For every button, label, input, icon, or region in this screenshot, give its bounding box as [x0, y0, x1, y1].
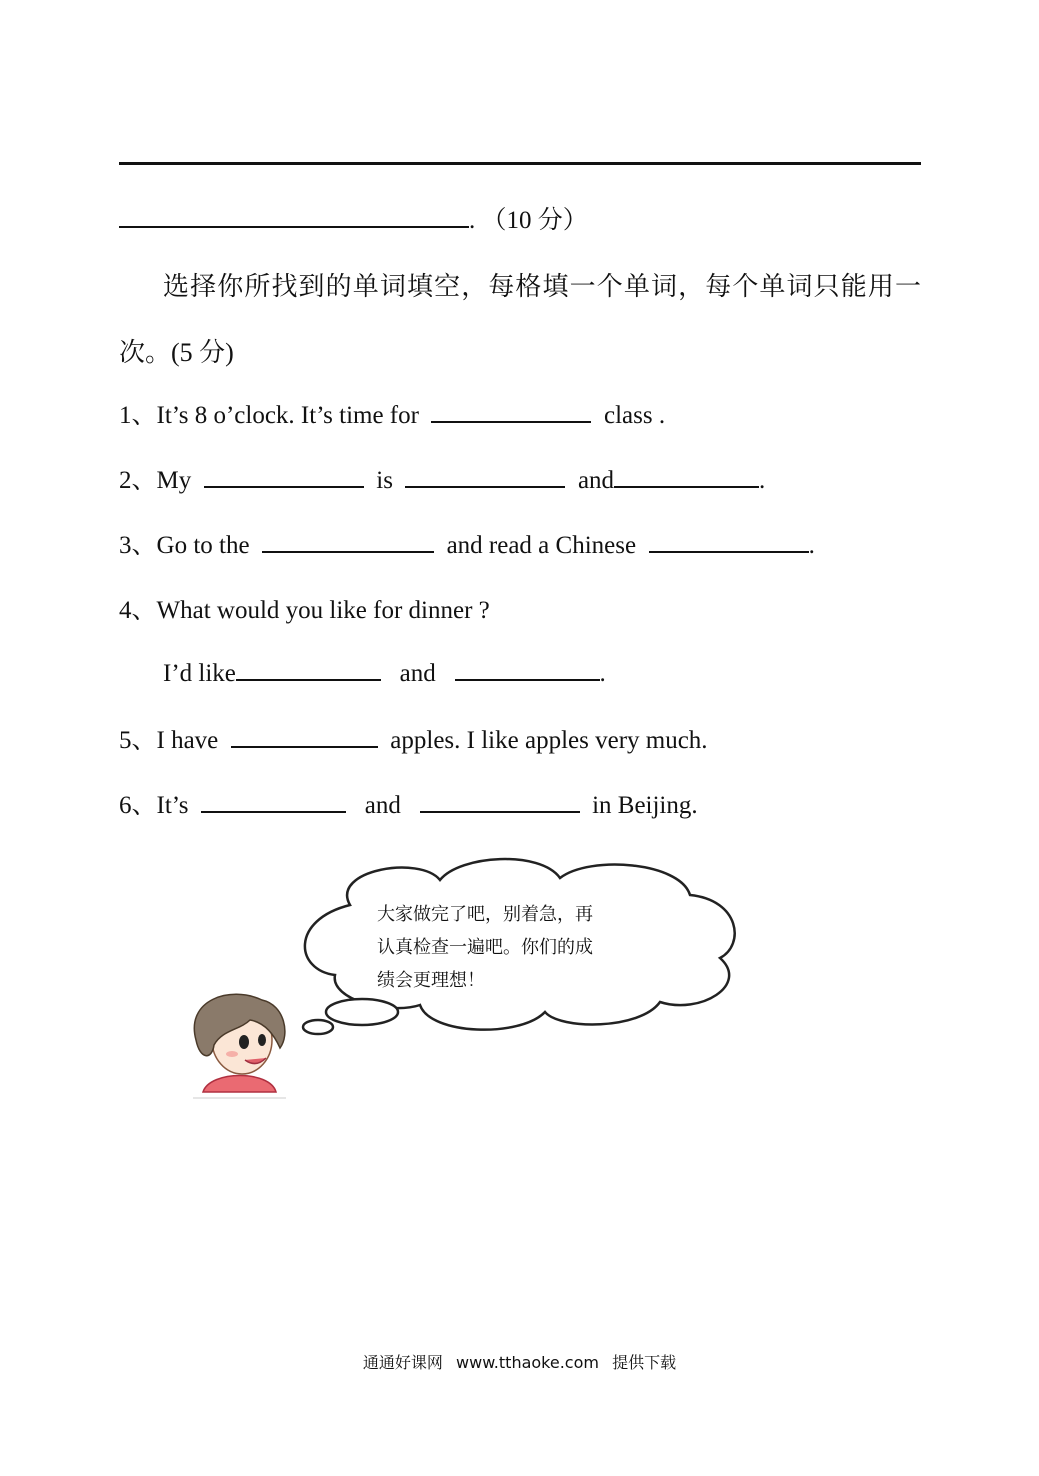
- section-heading: . （10 分）: [119, 200, 588, 236]
- footer: [0, 1350, 1039, 1373]
- cartoon-girl-icon: [193, 994, 286, 1098]
- question-3: 3、Go to the and read a Chinese .: [119, 525, 815, 561]
- question-2: 2、My is and .: [119, 460, 765, 496]
- thought-dot-small: [303, 1020, 333, 1034]
- section-score: （10 分）: [481, 207, 588, 234]
- question-5: 5、I have apples. I like apples very much.: [119, 720, 708, 756]
- thought-dot-large: [326, 999, 398, 1025]
- footer-suffix: 提供下载: [612, 1353, 677, 1372]
- footer-site-name: 通通好课网: [362, 1353, 443, 1372]
- question-4: 4、What would you like for dinner ?: [119, 597, 490, 624]
- instruction-text: 选择你所找到的单词填空，每格填一个单词，每个单词只能用一次。(5 分): [119, 272, 921, 367]
- bubble-message: 大家做完了吧，别着急，再 认真检查一遍吧。你们的成 绩会更理想！: [377, 904, 593, 991]
- question-6: 6、It’s and in Beijing.: [119, 785, 698, 821]
- question-1: 1、It’s 8 o’clock. It’s time for class .: [119, 395, 665, 431]
- footer-url[interactable]: www.tthaoke.com: [456, 1353, 599, 1372]
- question-4-answer: I’d like and .: [163, 655, 606, 688]
